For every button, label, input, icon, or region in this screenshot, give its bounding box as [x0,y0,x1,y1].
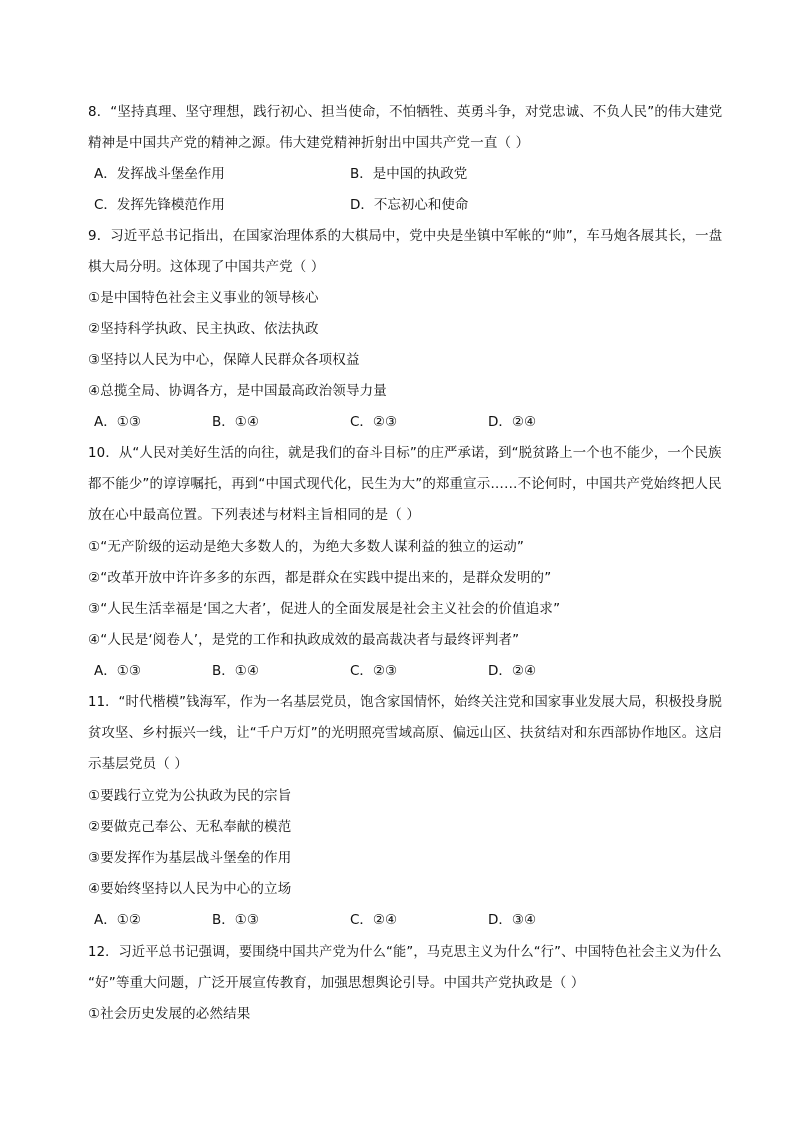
q9-option-b: B．①④ [212,414,259,430]
q8-stem-line-1: 8．“坚持真理、坚守理想，践行初心、担当使命，不怕牺牲、英勇斗争，对党忠诚、不负人民”的伟大建党 [88,104,723,120]
q11-option-b: B．①③ [212,912,259,928]
q9-option-d: D．②④ [488,414,537,430]
q11-stem-line-2: 贫攻坚、乡村振兴一线，让“千户万灯”的光明照亮雪域高原、偏远山区、扶贫结对和东西部协作地区。这启 [88,725,723,741]
q11-stem-line-1: 11．“时代楷模”钱海军，作为一名基层党员，饱含家国情怀，始终关注党和国家事业发展大局，积极投身脱 [88,694,722,710]
q9-stem-line-2: 棋大局分明。这体现了中国共产党（ ） [88,259,325,275]
q11-statement-3: ③要发挥作为基层战斗堡垒的作用 [88,850,292,866]
q11-statement-4: ④要始终坚持以人民为中心的立场 [88,881,292,897]
q11-statement-1: ①要践行立党为公执政为民的宗旨 [88,788,292,804]
q9-statement-3: ③坚持以人民为中心，保障人民群众各项权益 [88,352,360,368]
q10-stem-line-3: 放在心中最高位置。下列表述与材料主旨相同的是（ ） [88,507,421,523]
q10-option-b: B．①④ [212,663,259,679]
q11-stem-line-3: 示基层党员（ ） [88,756,188,772]
q9-statement-2: ②坚持科学执政、民主执政、依法执政 [88,321,319,337]
q9-stem-line-1: 9．习近平总书记指出，在国家治理体系的大棋局中，党中央是坐镇中军帐的“帅”，车马炮各展其长，一盘 [88,228,723,244]
q9-statement-4: ④总揽全局、协调各方，是中国最高政治领导力量 [88,383,387,399]
q11-statement-2: ②要做克己奉公、无私奉献的模范 [88,819,292,835]
q8-option-c: C．发挥先锋模范作用 [94,197,225,213]
q12-statement-1: ①社会历史发展的必然结果 [88,1006,251,1022]
q10-option-a: A．①③ [94,663,141,679]
q10-stem-line-1: 10．从“人民对美好生活的向往，就是我们的奋斗目标”的庄严承诺，到“脱贫路上一个也不能少，一个民族 [88,445,722,461]
q12-stem-line-1: 12．习近平总书记强调，要围绕中国共产党为什么“能”，马克思主义为什么“行”、中国特色社会主义为什么 [88,944,722,960]
q11-option-a: A．①② [94,912,141,928]
q8-stem-line-2: 精神是中国共产党的精神之源。伟大建党精神折射出中国共产党一直（ ） [88,135,530,151]
q10-option-c: C．②③ [350,663,398,679]
q10-statement-4: ④“人民是‘阅卷人’，是党的工作和执政成效的最高裁决者与最终评判者” [88,632,520,648]
q8-option-b: B．是中国的执政党 [350,166,468,182]
q10-option-d: D．②④ [488,663,537,679]
q9-option-c: C．②③ [350,414,398,430]
q12-stem-line-2: “好”等重大问题，广泛开展宣传教育，加强思想舆论引导。中国共产党执政是（ ） [88,975,585,991]
q8-option-a: A．发挥战斗堡垒作用 [94,166,225,182]
q9-option-a: A．①③ [94,414,141,430]
q10-statement-2: ②“改革开放中许许多多的东西，都是群众在实践中提出来的，是群众发明的” [88,570,552,586]
q9-statement-1: ①是中国特色社会主义事业的领导核心 [88,290,319,306]
q10-stem-line-2: 都不能少”的谆谆嘱托，再到“中国式现代化，民生为大”的郑重宣示……不论何时，中国共产党始终把人民 [88,476,722,492]
q11-option-d: D．③④ [488,912,537,928]
q10-statement-1: ①“无产阶级的运动是绝大多数人的，为绝大多数人谋利益的独立的运动” [88,539,525,555]
q8-option-d: D．不忘初心和使命 [350,197,469,213]
q10-statement-3: ③“人民生活幸福是‘国之大者’，促进人的全面发展是社会主义社会的价值追求” [88,601,561,617]
q11-option-c: C．②④ [350,912,398,928]
